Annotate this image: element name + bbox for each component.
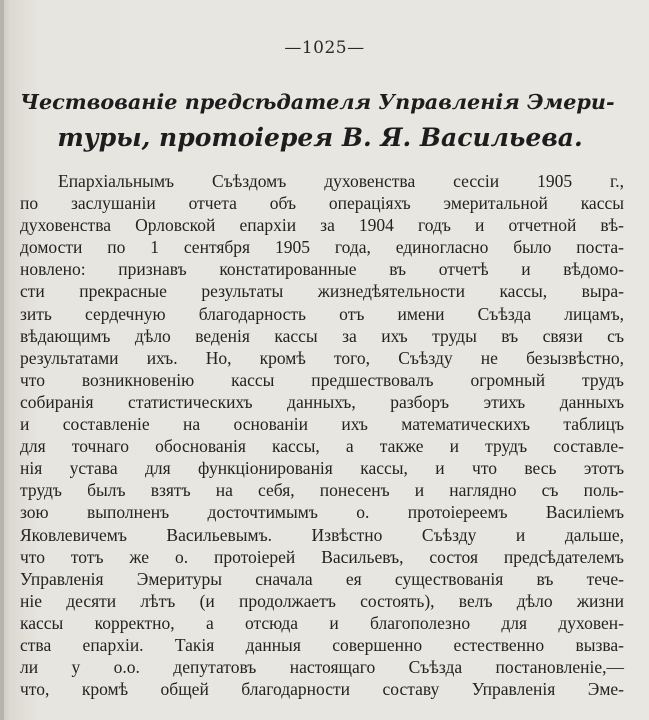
body-line: собиранія статистическихъ данныхъ, разборъ этихъ данныхъ — [20, 391, 624, 412]
body-line: домости по 1 сентября 1905 года, единогласно было поста- — [20, 237, 624, 258]
article-body — [20, 170, 624, 700]
page-edge-shadow — [0, 0, 4, 720]
body-line: зить сердечную благодарность отъ имени Съѣзда лицамъ, — [20, 303, 624, 324]
body-line: что, кромѣ общей благодарности составу Управленія Эме- — [20, 679, 624, 700]
body-line: вѣдающимъ дѣло веденія кассы за ихъ труды въ связи съ — [20, 325, 624, 346]
body-line: и составленіе на основаніи ихъ математическихъ таблицъ — [20, 414, 624, 435]
body-line: духовенства Орловской епархіи за 1904 годъ и отчетной вѣ- — [20, 215, 624, 236]
body-line: ства епархіи. Такія данныя совершенно естественно вызва- — [20, 634, 624, 655]
body-line: Управленія Эмеритуры сначала ея существованія въ тече- — [20, 568, 624, 589]
body-line: зою выполненъ досточтимымъ о. протоіереемъ Василіемъ — [20, 502, 624, 523]
body-line: кассы корректно, а отсюда и благополезно для духовен- — [20, 612, 624, 633]
body-line: для точнаго обоснованія кассы, а также и трудъ составле- — [20, 436, 624, 457]
body-line: трудъ былъ взятъ на себя, понесенъ и наглядно съ поль- — [20, 480, 624, 501]
body-line: Яковлевичемъ Васильевымъ. Извѣстно Съѣзду и дальше, — [20, 524, 624, 545]
article-title — [20, 84, 620, 156]
body-line: нія устава для функціонированія кассы, и что весь этотъ — [20, 458, 624, 479]
body-line: что тотъ же о. протоіерей Васильевъ, состоя предсѣдателемъ — [20, 546, 624, 567]
body-line: ли у о.о. депутатовъ настоящаго Съѣзда постановленіе,— — [20, 657, 624, 678]
title-line-1: Чествованіе предсѣдателя Управленія Эмери- — [20, 90, 615, 114]
body-line: по заслушаніи отчета объ операціяхъ эмеритальной кассы — [20, 193, 624, 214]
title-line-2: туры, протоіерея В. Я. Васильева. — [57, 123, 583, 152]
body-line: ніе десяти лѣтъ (и продолжаетъ состоять), велъ дѣло жизни — [20, 590, 624, 611]
body-line: новлено: признавъ констатированные въ отчетѣ и вѣдомо- — [20, 259, 624, 280]
body-line: Епархіальнымъ Съѣздомъ духовенства сессіи 1905 г., — [58, 171, 624, 191]
body-line: результатами ихъ. Но, кромѣ того, Съѣзду не безызвѣстно, — [20, 347, 624, 368]
page-number: —1025— — [284, 38, 365, 58]
body-line: сти прекрасные результаты жизнедѣятельности кассы, выра- — [20, 281, 624, 302]
body-line: что возникновенію кассы предшествовалъ огромный трудъ — [20, 369, 624, 390]
